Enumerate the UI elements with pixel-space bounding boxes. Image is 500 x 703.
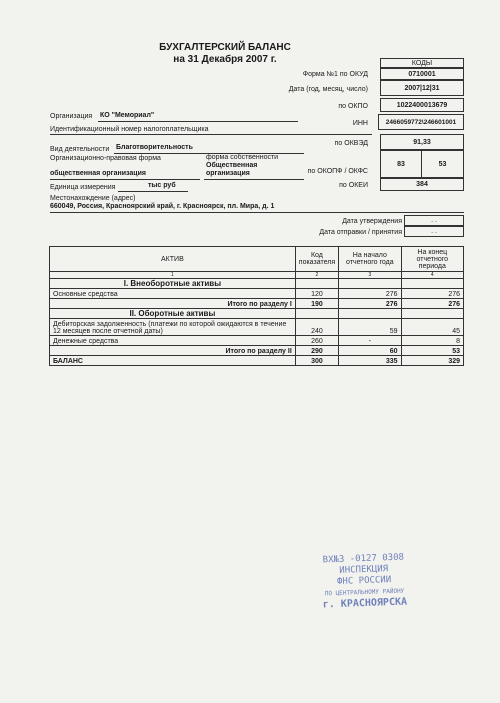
stamp-line-5: г. КРАСНОЯРСКА [322,596,408,611]
row-code: 190 [295,299,338,309]
row-end: 45 [401,319,463,336]
section-row [50,279,464,289]
stamp-line-3: ФНС РОССИИ [336,575,392,587]
stamp-line-1: ВХ№3 -0127 0308 [322,552,405,566]
ownership-value-2: организация [206,170,250,177]
inn-text: Идентификационный номер налогоплательщика [50,126,209,133]
table-row [50,289,464,299]
document-subtitle: на 31 Декабря 2007 г. [173,54,277,65]
date-value: 2007|12|31 [380,80,464,96]
table-row [50,319,464,336]
okved-label: по ОКВЭД [334,140,368,147]
row-code: 290 [295,346,338,356]
inn-value: 2466059772\246601001 [378,114,464,130]
table-row [50,336,464,346]
document-title: БУХГАЛТЕРСКИЙ БАЛАНС [159,42,291,53]
row-code: 260 [295,336,338,346]
table-row [50,356,464,366]
approve-value: . . [404,215,464,226]
form-okud-label: Форма №1 по ОКУД [302,71,368,78]
row-start: 276 [339,299,401,309]
okei-label: по ОКЕИ [339,182,368,189]
row-start: 276 [339,289,401,299]
row-name: Итого по разделу I [50,299,296,309]
row-end: 329 [401,356,463,366]
unit-label: Единица измерения [50,184,116,191]
row-end: 276 [401,299,463,309]
row-end: 8 [401,336,463,346]
row-code: 300 [295,356,338,366]
codes-header: КОДЫ [380,58,464,68]
header-code: Код показателя [295,247,338,272]
send-label: Дата отправки / принятия [319,229,402,236]
table-header-num-row [50,272,464,279]
address-value: 660049, Россия, Красноярский край, г. Красноярск, пл. Мира, д. 1 [50,203,275,210]
header-asset: АКТИВ [50,247,296,272]
section-title: II. Оборотные активы [50,309,296,319]
date-label: Дата (год, месяц, число) [288,86,368,93]
activity-label: Вид деятельности [50,146,110,153]
opf-value: общественная организация [50,170,146,177]
org-value: КО "Мемориал" [100,112,155,119]
header-end: На конец отчетного периода [401,247,463,272]
address-label: Местонахождение (адрес) [50,195,136,202]
row-name: БАЛАНС [50,356,296,366]
header-num: 3 [339,272,401,279]
header-start: На начало отчетного года [339,247,401,272]
okopf-value: 83 [380,150,422,178]
stamp-line-4: ПО ЦЕНТРАЛЬНОМУ РАЙОНУ [324,587,405,598]
header-num: 4 [401,272,463,279]
inn-label: ИНН [352,120,368,127]
org-label: Организация [50,113,93,120]
okopf-label: по ОКОПФ / ОКФС [307,168,368,175]
row-name: Итого по разделу II [50,346,296,356]
okpo-value: 1022400013679 [380,98,464,112]
row-name: Денежные средства [50,336,296,346]
okei-value: 384 [380,178,464,191]
okfs-value: 53 [421,150,464,178]
form-okud-code: 0710001 [380,68,464,80]
row-name: Основные средства [50,289,296,299]
ownership-value-1: Общественная [206,162,258,169]
row-name: Дебиторская задолженность (платежи по которой ожидаются в течение 12 месяцев после отчетной даты) [50,319,296,336]
balance-table [49,246,464,366]
table-row [50,346,464,356]
send-value: . . [404,226,464,237]
ownership-label: форма собственности [206,154,279,161]
table-header-row [50,247,464,272]
row-start: - [339,336,401,346]
section-row [50,309,464,319]
header-num: 1 [50,272,296,279]
okpo-label: по ОКПО [338,103,368,110]
tax-inspection-stamp [321,553,407,611]
approve-label: Дата утверждения [342,218,402,225]
row-end: 53 [401,346,463,356]
row-code: 120 [295,289,338,299]
header-num: 2 [295,272,338,279]
row-start: 335 [339,356,401,366]
row-end: 276 [401,289,463,299]
unit-value: тыс руб [148,182,176,189]
row-start: 60 [339,346,401,356]
okved-value: 91,33 [380,134,464,150]
table-row [50,299,464,309]
stamp-line-2: ИНСПЕКЦИЯ [339,564,389,576]
activity-value: Благотворительность [116,144,193,151]
row-code: 240 [295,319,338,336]
row-start: 59 [339,319,401,336]
opf-label: Организационно-правовая форма [50,155,161,162]
section-title: I. Внеоборотные активы [50,279,296,289]
